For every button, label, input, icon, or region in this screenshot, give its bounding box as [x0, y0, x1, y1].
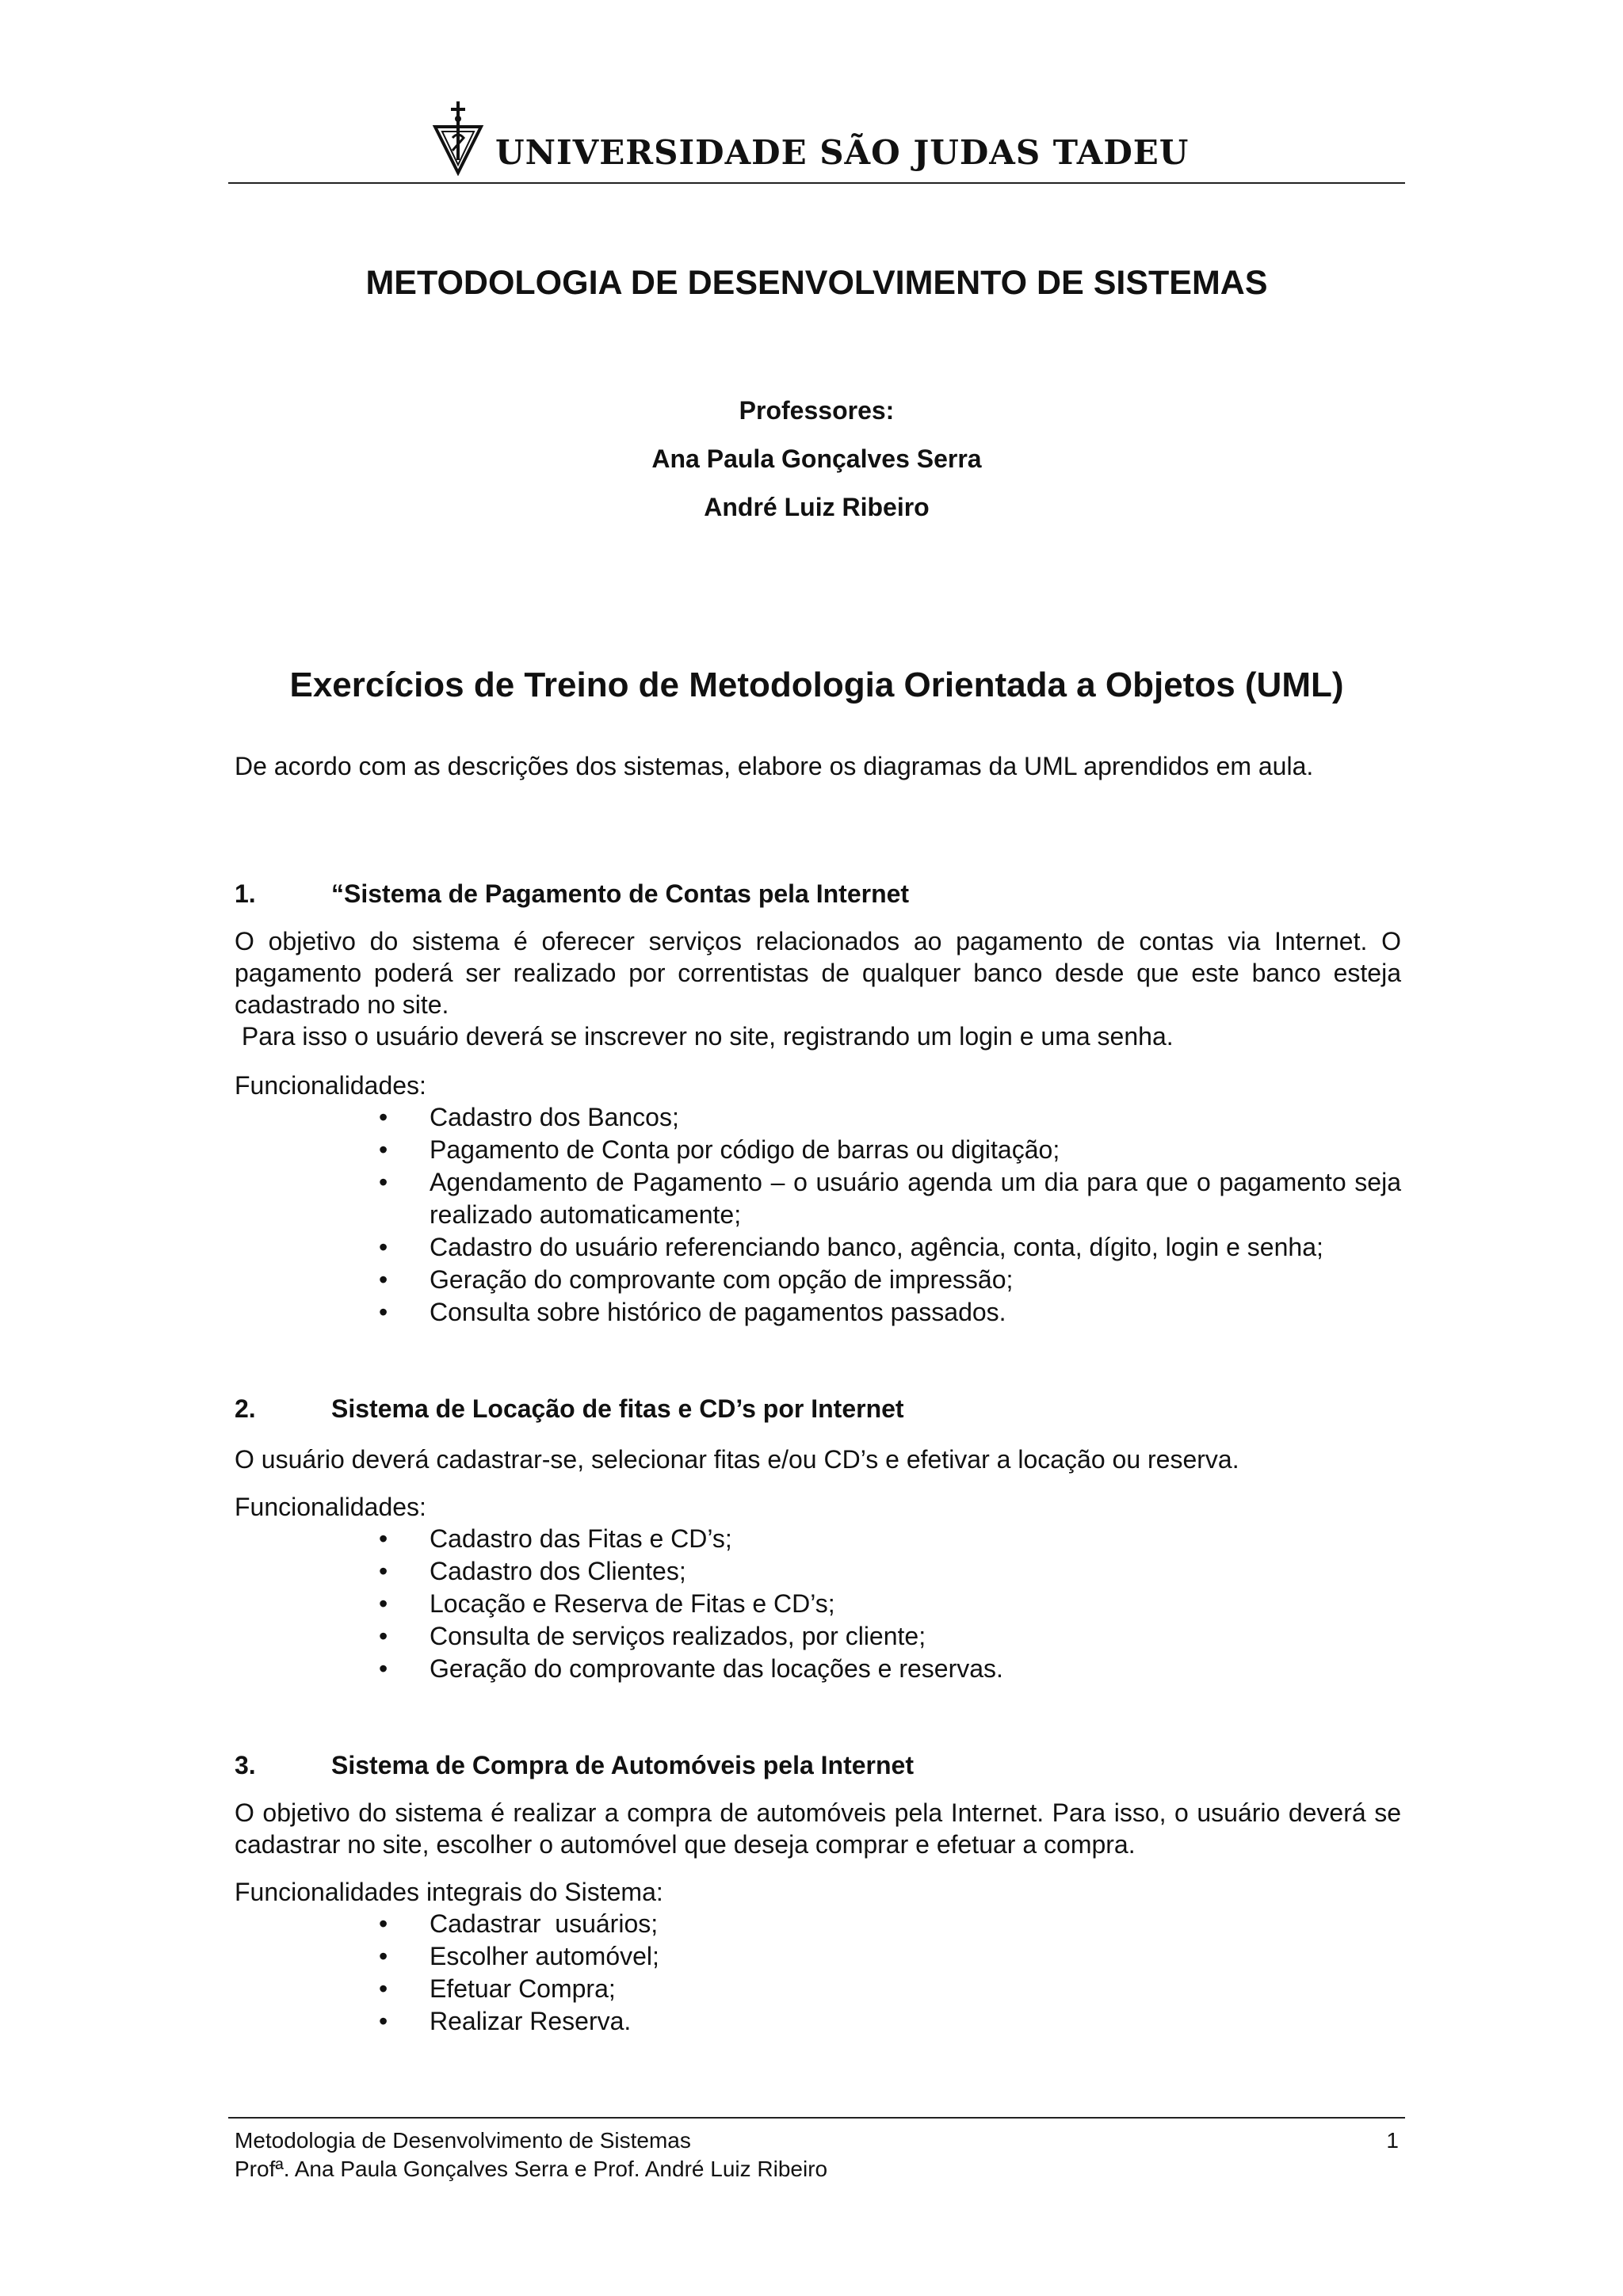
section-title: Sistema de Locação de fitas e CD’s por Internet [331, 1394, 904, 1423]
section-number: 2. [235, 1394, 256, 1423]
section-number: 3. [235, 1751, 256, 1779]
list-item: • Cadastro do usuário referenciando banco, agência, conta, dígito, login e senha; [379, 1231, 1401, 1264]
footer-course: Metodologia de Desenvolvimento de Sistemas [235, 2128, 691, 2153]
course-title: METODOLOGIA DE DESENVOLVIMENTO DE SISTEMAS [365, 264, 1268, 302]
bullet-icon: • [379, 1974, 388, 2003]
list-item: • Cadastrar usuários; [379, 1908, 1401, 1940]
bullet-icon: • [379, 1654, 388, 1683]
list-item: • Consulta de serviços realizados, por cliente; [379, 1620, 1401, 1653]
feature-list [379, 1908, 1401, 2038]
list-item: • Efetuar Compra; [379, 1973, 1401, 2005]
page-number: 1 [1386, 2128, 1399, 2153]
university-name: UNIVERSIDADE SÃO JUDAS TADEU [495, 133, 1190, 172]
exercise-title: Exercícios de Treino de Metodologia Orientada a Objetos (UML) [289, 666, 1344, 704]
bullet-icon: • [379, 1524, 388, 1553]
bullet-icon: • [379, 1135, 388, 1164]
section-paragraph: Para isso o usuário deverá se inscrever no site, registrando um login e uma senha. [235, 1022, 1174, 1051]
bullet-icon: • [379, 2007, 388, 2035]
intro-paragraph: De acordo com as descrições dos sistemas, elabore os diagramas da UML aprendidos em aula. [235, 752, 1314, 780]
list-item: • Cadastro dos Clientes; [379, 1555, 1401, 1588]
section-paragraph: O objetivo do sistema é oferecer serviços relacionados ao pagamento de contas via Internet. O pagamento poderá ser realizado por correntistas de qualquer banco desde que este banco esteja cadastrado no site. [235, 927, 1401, 1019]
bullet-icon: • [379, 1942, 388, 1970]
bullet-icon: • [379, 1589, 388, 1618]
footer-authors: Profª. Ana Paula Gonçalves Serra e Prof. André Luiz Ribeiro [235, 2157, 828, 2181]
section-paragraph: O usuário deverá cadastrar-se, selecionar fitas e/ou CD’s e efetivar a locação ou reserva. [235, 1445, 1239, 1474]
bullet-icon: • [379, 1298, 388, 1326]
university-logo-icon [430, 97, 486, 176]
list-item: • Locação e Reserva de Fitas e CD’s; [379, 1588, 1401, 1620]
features-label: Funcionalidades: [235, 1493, 426, 1521]
section-paragraph: O objetivo do sistema é realizar a compra de automóveis pela Internet. Para isso, o usuário deverá se cadastrar no site, escolher o automóvel que deseja comprar e efetuar a compra. [235, 1798, 1401, 1859]
bullet-icon: • [379, 1622, 388, 1650]
features-label: Funcionalidades integrais do Sistema: [235, 1878, 663, 1906]
list-item: • Cadastro dos Bancos; [379, 1101, 1401, 1134]
bullet-icon: • [379, 1265, 388, 1294]
list-item: • Geração do comprovante das locações e reservas. [379, 1653, 1401, 1685]
professor-name: André Luiz Ribeiro [704, 493, 930, 521]
section-title: Sistema de Compra de Automóveis pela Internet [331, 1751, 914, 1779]
list-item: • Agendamento de Pagamento – o usuário agenda um dia para que o pagamento seja realizado automaticamente; [379, 1168, 1401, 1229]
professor-name: Ana Paula Gonçalves Serra [651, 444, 982, 473]
features-label: Funcionalidades: [235, 1071, 426, 1100]
bullet-icon: • [379, 1103, 388, 1131]
list-item: • Pagamento de Conta por código de barras ou digitação; [379, 1134, 1401, 1166]
list-item: • Realizar Reserva. [379, 2005, 1401, 2038]
section-number: 1. [235, 879, 256, 908]
bullet-icon: • [379, 1168, 388, 1196]
feature-list [379, 1523, 1401, 1685]
page-footer [228, 2117, 1405, 2181]
bullet-icon: • [379, 1557, 388, 1585]
bullet-icon: • [379, 1909, 388, 1938]
list-item: • Escolher automóvel; [379, 1940, 1401, 1973]
professors-label: Professores: [739, 396, 895, 425]
section-title: “Sistema de Pagamento de Contas pela Internet [331, 879, 910, 908]
list-item: • Cadastro das Fitas e CD’s; [379, 1523, 1401, 1555]
list-item: • Geração do comprovante com opção de impressão; [379, 1264, 1401, 1296]
page-header [228, 93, 1405, 184]
feature-list [379, 1101, 1401, 1329]
bullet-icon: • [379, 1233, 388, 1261]
list-item: • Consulta sobre histórico de pagamentos passados. [379, 1296, 1401, 1329]
